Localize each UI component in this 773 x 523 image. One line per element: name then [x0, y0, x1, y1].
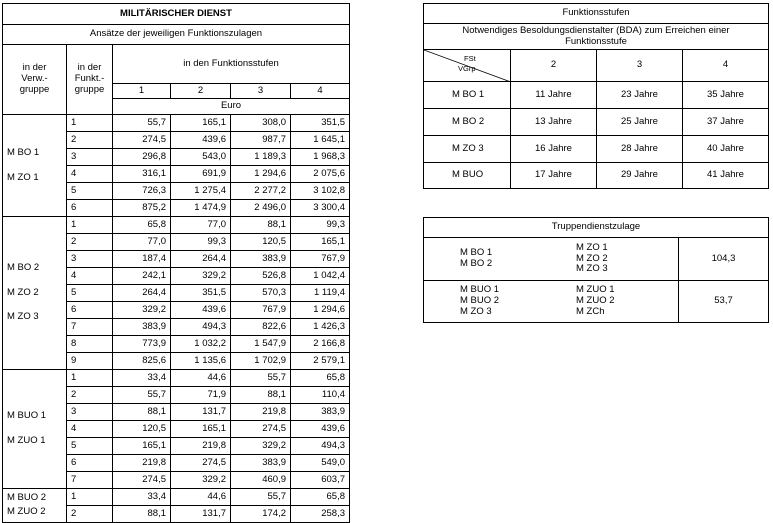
allowance-value: 258,3 [290, 505, 350, 523]
officer-groups [460, 285, 499, 318]
allowance-value: 825,6 [112, 352, 171, 370]
allowance-value: 1 968,3 [290, 148, 350, 166]
function-group-number: 5 [66, 284, 113, 302]
function-group-number: 3 [66, 148, 113, 166]
pay-group-name: M ZO 2 [576, 252, 608, 264]
allowance-value: 329,2 [170, 267, 231, 285]
allowance-value: 2 579,1 [290, 352, 350, 370]
allowance-value: 65,8 [290, 369, 350, 387]
function-group-number: 1 [66, 114, 113, 132]
allowance-value: 77,0 [170, 216, 231, 234]
allowance-value: 71,9 [170, 386, 231, 404]
allowance-value: 543,0 [170, 148, 231, 166]
pay-group-name: M BO 1 [7, 146, 40, 158]
allowance-value: 65,8 [290, 488, 350, 506]
pay-group-name: M BUO 1 [460, 284, 500, 296]
allowance-value: 1 645,1 [290, 131, 350, 149]
allowance-value: 1 294,6 [230, 165, 291, 183]
allowance-value: 120,5 [230, 233, 291, 251]
pay-group-name: M ZO 3 [460, 305, 492, 317]
pay-group-name: M BUO 2 [460, 295, 500, 307]
pay-group-name: M ZCh [576, 305, 605, 317]
allowance-value: 351,5 [290, 114, 350, 132]
pay-group-name: M BUO 2 [7, 492, 47, 504]
function-group-number: 5 [66, 437, 113, 455]
pay-group-label [2, 114, 67, 217]
seniority-value: 13 Jahre [510, 108, 597, 136]
allowance-value: 494,3 [290, 437, 350, 455]
pay-group-name: M ZO 3 [7, 311, 39, 323]
function-group-number: 7 [66, 318, 113, 336]
table-subtitle: Notwendiges Besoldungsdienstalter (BDA) zum Erreichen einer Funktionsstufe [423, 23, 769, 50]
allowance-value: 875,2 [112, 199, 171, 217]
allowance-value: 2 075,6 [290, 165, 350, 183]
allowance-value: 383,9 [112, 318, 171, 336]
allowance-value: 1 474,9 [170, 199, 231, 217]
allowance-value: 77,0 [112, 233, 171, 251]
stage-header: 3 [230, 83, 291, 99]
pay-group-name: M ZUO 2 [576, 295, 615, 307]
allowance-value: 274,5 [112, 471, 171, 489]
related-groups [576, 285, 615, 318]
allowance-value: 1 135,6 [170, 352, 231, 370]
allowance-value: 1 119,4 [290, 284, 350, 302]
allowance-value: 33,4 [112, 488, 171, 506]
seniority-value: 23 Jahre [596, 81, 683, 109]
allowance-value: 65,8 [112, 216, 171, 234]
allowance-value: 131,7 [170, 403, 231, 421]
allowance-value: 439,6 [290, 420, 350, 438]
stage-header: 2 [510, 49, 597, 82]
table-title: Funktionsstufen [423, 3, 769, 24]
allowance-value: 131,7 [170, 505, 231, 523]
column-header-label: in der Funkt.-gruppe [74, 62, 105, 95]
function-group-number: 6 [66, 301, 113, 319]
function-group-number: 5 [66, 182, 113, 200]
stage-header: 4 [682, 49, 769, 82]
allowance-value: 33,4 [112, 369, 171, 387]
allowance-value: 55,7 [230, 369, 291, 387]
allowance-value: 264,4 [170, 250, 231, 268]
column-header-label: in der Verw.-gruppe [19, 62, 50, 95]
stage-header: 2 [170, 83, 231, 99]
allowance-value: 3 300,4 [290, 199, 350, 217]
pay-group-label [2, 488, 67, 523]
function-group-number: 2 [66, 505, 113, 523]
function-group-number: 1 [66, 369, 113, 387]
allowance-value: 773,9 [112, 335, 171, 353]
function-group-number: 3 [66, 403, 113, 421]
function-group-number: 8 [66, 335, 113, 353]
stage-header: 4 [290, 83, 350, 99]
column-header-stages: in den Funktionsstufen [112, 44, 350, 84]
allowance-value: 329,2 [230, 437, 291, 455]
allowance-value: 570,3 [230, 284, 291, 302]
allowance-value: 274,5 [230, 420, 291, 438]
pay-group-name: M BUO [423, 162, 511, 189]
allowance-value: 691,9 [170, 165, 231, 183]
pay-group-name: M ZO 2 [7, 286, 39, 298]
seniority-value: 35 Jahre [682, 81, 769, 109]
corner-header [423, 49, 511, 82]
allowance-value: 822,6 [230, 318, 291, 336]
allowance-value: 88,1 [230, 386, 291, 404]
seniority-value: 41 Jahre [682, 162, 769, 189]
allowance-value: 351,5 [170, 284, 231, 302]
allowance-value: 726,3 [112, 182, 171, 200]
function-group-number: 2 [66, 386, 113, 404]
officer-groups [460, 248, 492, 270]
allowance-value: 316,1 [112, 165, 171, 183]
allowance-value: 219,8 [230, 403, 291, 421]
pay-group-name: M ZO 1 [7, 171, 39, 183]
function-group-number: 4 [66, 420, 113, 438]
function-group-number: 6 [66, 199, 113, 217]
seniority-value: 37 Jahre [682, 108, 769, 136]
table-title: Truppendienstzulage [423, 217, 769, 238]
pay-group-name: M ZUO 1 [576, 284, 615, 296]
allowance-value: 55,7 [230, 488, 291, 506]
function-group-number: 4 [66, 267, 113, 285]
allowance-value: 274,5 [112, 131, 171, 149]
allowance-value: 308,0 [230, 114, 291, 132]
function-group-number: 1 [66, 216, 113, 234]
allowance-value: 1 547,9 [230, 335, 291, 353]
pay-group-name: M BO 2 [460, 258, 493, 269]
allowance-value: 987,7 [230, 131, 291, 149]
allowance-value: 383,9 [230, 250, 291, 268]
allowance-value: 174,2 [230, 505, 291, 523]
allowance-value: 53,7 [678, 280, 769, 323]
table-title: MILITÄRISCHER DIENST [2, 3, 350, 25]
pay-group-name: M ZO 3 [576, 263, 608, 275]
allowance-value: 88,1 [112, 505, 171, 523]
pay-group-name: M BO 1 [460, 247, 493, 259]
stage-header: 1 [112, 83, 171, 99]
allowance-value: 460,9 [230, 471, 291, 489]
allowance-value: 242,1 [112, 267, 171, 285]
allowance-value: 274,5 [170, 454, 231, 472]
allowance-value: 55,7 [112, 114, 171, 132]
allowance-value: 187,4 [112, 250, 171, 268]
function-group-number: 9 [66, 352, 113, 370]
pay-group-name: M BUO 1 [7, 410, 47, 422]
related-groups [576, 243, 608, 276]
function-group-number: 6 [66, 454, 113, 472]
corner-group-label: VGrp [458, 64, 476, 73]
corner-stage-label: FSt [464, 54, 476, 63]
seniority-value: 25 Jahre [596, 108, 683, 136]
pay-group-name: M ZO 1 [576, 241, 608, 253]
allowance-value: 264,4 [112, 284, 171, 302]
seniority-value: 40 Jahre [682, 135, 769, 163]
allowance-value: 2 277,2 [230, 182, 291, 200]
allowance-value: 99,3 [290, 216, 350, 234]
column-header-group [2, 44, 67, 115]
seniority-value: 16 Jahre [510, 135, 597, 163]
function-group-number: 2 [66, 131, 113, 149]
allowance-value: 603,7 [290, 471, 350, 489]
pay-group-name: M ZUO 2 [7, 506, 46, 517]
table-subtitle: Ansätze der jeweiligen Funktionszulagen [2, 24, 350, 45]
allowance-value: 44,6 [170, 369, 231, 387]
pay-group-name: M BO 2 [423, 108, 511, 136]
allowance-value: 1 294,6 [290, 301, 350, 319]
allowance-value: 104,3 [678, 237, 769, 281]
allowance-value: 329,2 [112, 301, 171, 319]
allowance-value: 383,9 [290, 403, 350, 421]
allowance-value: 44,6 [170, 488, 231, 506]
stage-header: 3 [596, 49, 683, 82]
seniority-value: 11 Jahre [510, 81, 597, 109]
allowance-value: 120,5 [112, 420, 171, 438]
allowance-value: 439,6 [170, 131, 231, 149]
allowance-value: 165,1 [170, 420, 231, 438]
column-header-function [66, 44, 113, 115]
allowance-value: 2 166,8 [290, 335, 350, 353]
allowance-value: 3 102,8 [290, 182, 350, 200]
pay-group-name: M ZUO 1 [7, 435, 46, 446]
seniority-value: 29 Jahre [596, 162, 683, 189]
seniority-value: 28 Jahre [596, 135, 683, 163]
function-group-number: 7 [66, 471, 113, 489]
allowance-value: 1 275,4 [170, 182, 231, 200]
allowance-value: 219,8 [112, 454, 171, 472]
allowance-value: 165,1 [112, 437, 171, 455]
allowance-value: 1 189,3 [230, 148, 291, 166]
allowance-value: 329,2 [170, 471, 231, 489]
allowance-value: 165,1 [290, 233, 350, 251]
allowance-value: 219,8 [170, 437, 231, 455]
allowance-value: 1 426,3 [290, 318, 350, 336]
allowance-value: 1 042,4 [290, 267, 350, 285]
allowance-value: 526,8 [230, 267, 291, 285]
allowance-value: 767,9 [290, 250, 350, 268]
allowance-value: 1 702,9 [230, 352, 291, 370]
allowance-value: 296,8 [112, 148, 171, 166]
allowance-value: 439,6 [170, 301, 231, 319]
pay-group-name: M ZO 3 [423, 135, 511, 163]
function-group-number: 4 [66, 165, 113, 183]
allowance-value: 55,7 [112, 386, 171, 404]
allowance-value: 88,1 [230, 216, 291, 234]
allowance-value: 767,9 [230, 301, 291, 319]
allowance-value: 2 496,0 [230, 199, 291, 217]
allowance-value: 110,4 [290, 386, 350, 404]
allowance-value: 383,9 [230, 454, 291, 472]
allowance-value: 165,1 [170, 114, 231, 132]
seniority-value: 17 Jahre [510, 162, 597, 189]
function-group-number: 2 [66, 233, 113, 251]
allowance-value: 99,3 [170, 233, 231, 251]
function-group-number: 3 [66, 250, 113, 268]
pay-group-label [2, 216, 67, 370]
pay-group-label [2, 369, 67, 489]
pay-group-cell [423, 237, 679, 281]
currency-label: Euro [112, 98, 350, 115]
function-group-number: 1 [66, 488, 113, 506]
allowance-value: 494,3 [170, 318, 231, 336]
allowance-value: 549,0 [290, 454, 350, 472]
pay-group-name: M BO 1 [423, 81, 511, 109]
pay-group-name: M BO 2 [7, 261, 40, 273]
pay-group-cell [423, 280, 679, 323]
allowance-value: 88,1 [112, 403, 171, 421]
allowance-value: 1 032,2 [170, 335, 231, 353]
